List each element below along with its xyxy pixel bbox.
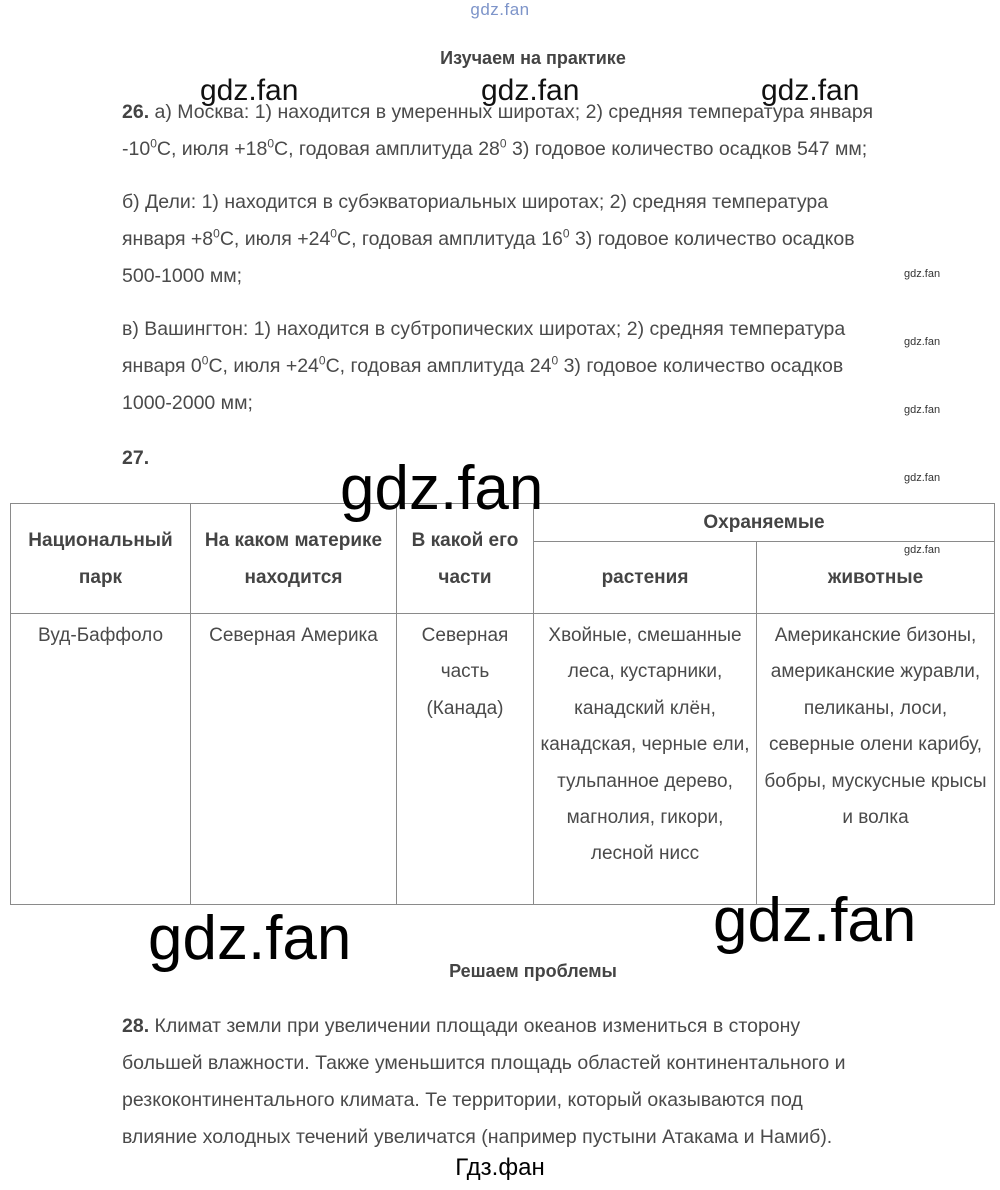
task-26-b-line1: б) Дели: 1) находится в субэкваториальных широтах; 2) средняя температура — [122, 191, 829, 213]
watermark: gdz.fan — [761, 74, 860, 107]
task-26-a-line2: $-10^0С$, июля $+18^0С$, годовая амплитуда $28^0$ 3) годовое количество осадков 547 мм; — [122, 136, 868, 160]
watermark-small: gdz.fan — [904, 336, 941, 348]
watermark-small: gdz.fan — [904, 472, 941, 484]
task-26-b — [122, 184, 952, 295]
task-26-c-line1: в) Вашингтон: 1) находится в субтропических широтах; 2) средняя температура — [122, 318, 846, 340]
header-protected: Охраняемые — [534, 504, 995, 542]
task-28-line1: Климат земли при увеличении площади океанов измениться в сторону — [149, 1015, 801, 1037]
cell-continent: Северная Америка — [191, 614, 397, 905]
cell-plants: Хвойные, смешанные леса, кустарники, канадский клён, канадская, черные ели, тульпанное дерево, магнолия, гикори, лесной нисс — [534, 614, 757, 905]
watermark-small: gdz.fan — [904, 404, 941, 416]
watermark-large: gdz.fan — [713, 886, 917, 955]
section-title-practice: Изучаем на практике — [440, 48, 626, 68]
watermark-small: gdz.fan — [904, 544, 941, 556]
task-26-a — [122, 94, 952, 168]
header-part: В какой его части — [397, 504, 534, 614]
task-28-line3: резкоконтинентального климата. Те территории, который оказываются под — [122, 1089, 803, 1111]
task-number: 28. — [122, 1015, 150, 1037]
national-park-table — [10, 503, 995, 905]
header-park: Национальный парк — [11, 504, 191, 614]
watermark-top: gdz.fan — [470, 0, 530, 19]
task-28-line4: влияние холодных течений увеличатся (например пустыни Атакама и Намиб). — [122, 1126, 833, 1148]
task-number: 26. — [122, 101, 150, 123]
task-26-a-line1: а) Москва: 1) находится в умеренных широтах; 2) средняя температура января — [154, 101, 874, 123]
watermark-large: gdz.fan — [148, 904, 352, 973]
header-continent: На каком материке находится — [191, 504, 397, 614]
task-26-c-line2: января $0^0С$, июля $+24^0С$, годовая амплитуда $24^0$ 3) годовое количество осадков — [122, 353, 844, 377]
table-row — [11, 614, 995, 905]
watermark-small: gdz.fan — [904, 268, 941, 280]
header-animals: животные — [757, 542, 995, 614]
header-plants: растения — [534, 542, 757, 614]
task-26-c — [122, 311, 952, 422]
cell-animals: Американские бизоны, американские журавли, пеликаны, лоси, северные олени карибу, бобры, мускусные крысы и волка — [757, 614, 995, 905]
watermark-bottom: Гдз.фан — [455, 1154, 545, 1181]
task-number: 27. — [122, 447, 150, 469]
cell-park: Вуд-Баффоло — [11, 614, 191, 905]
section-title-problems: Решаем проблемы — [449, 961, 617, 981]
task-28-line2: большей влажности. Также уменьшится площадь областей континентального и — [122, 1052, 846, 1074]
watermark-large: gdz.fan — [340, 454, 544, 523]
task-28 — [122, 1008, 952, 1156]
task-26-b-line2: января $+8^0С$, июля $+24^0С$, годовая амплитуда $16^0$ 3) годовое количество осадков — [122, 226, 855, 250]
cell-part: Северная часть (Канада) — [397, 614, 534, 905]
watermark: gdz.fan — [481, 74, 580, 107]
task-26-c-line3: 1000-2000 мм; — [122, 392, 253, 414]
task-26-b-line3: 500-1000 мм; — [122, 265, 243, 287]
watermark: gdz.fan — [200, 74, 299, 107]
